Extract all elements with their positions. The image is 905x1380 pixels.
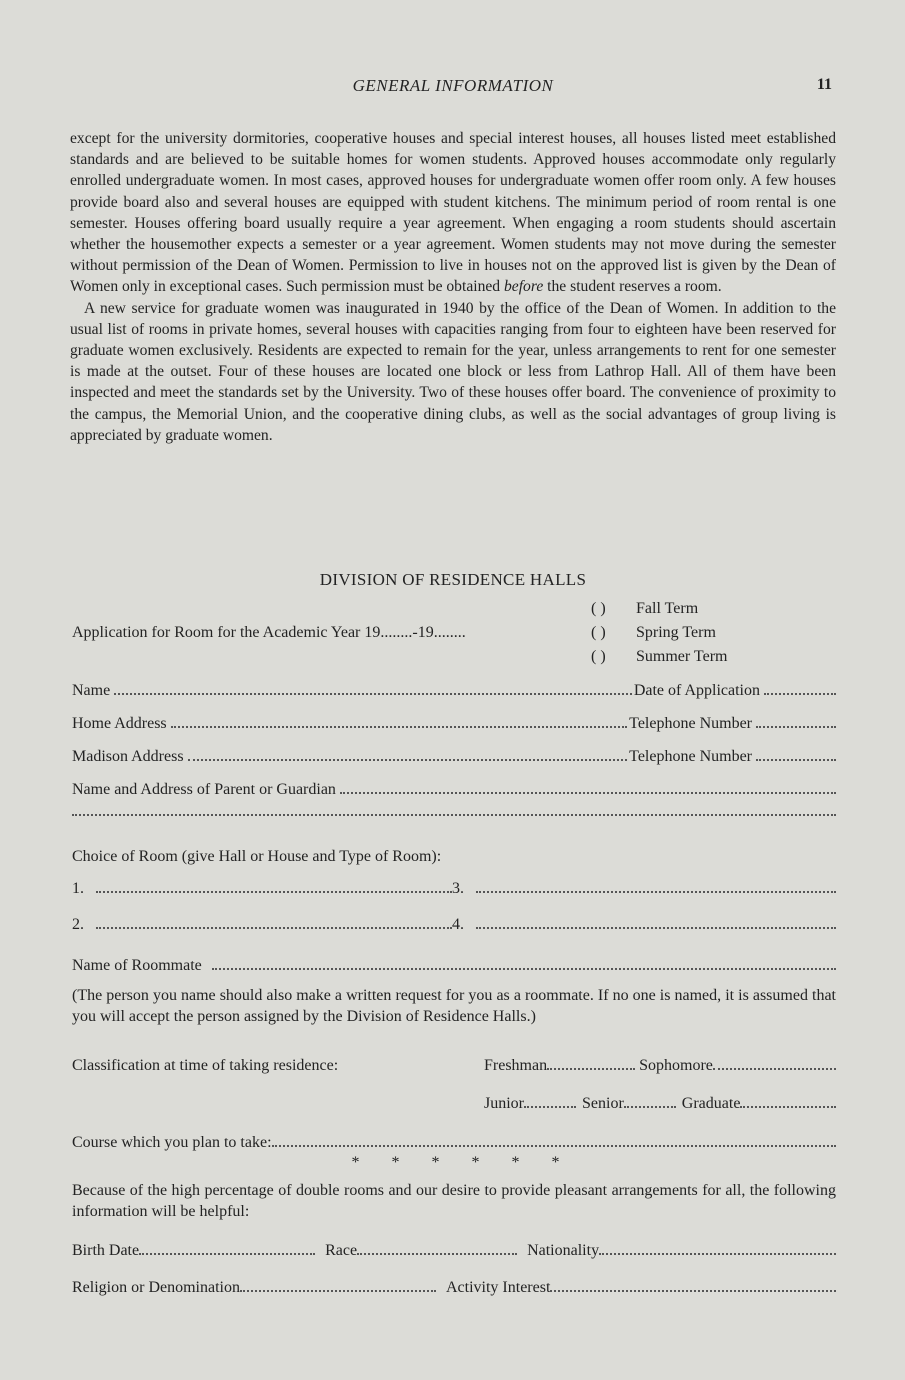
religion-label: Religion or Denomination [72,1279,240,1296]
race-label: Race [325,1242,358,1259]
roommate-label: Name of Roommate [72,957,202,974]
choice-4-field[interactable] [476,927,836,929]
choice-1-3-row [72,880,836,898]
birth-race-nationality-row [72,1242,836,1260]
religion-activity-row [72,1279,836,1297]
religion-field[interactable] [240,1290,436,1292]
race-field[interactable] [357,1253,517,1255]
term-spring[interactable]: ( ) Spring Term [591,624,716,641]
class-graduate: Graduate [681,1095,741,1112]
application-year-line: Application for Room for the Academic Year 19........-19........ [72,624,466,641]
date-field[interactable] [764,693,836,695]
choice-number-1: 1. [72,880,84,897]
roommate-field[interactable] [212,968,836,970]
senior-field[interactable] [624,1106,676,1108]
date-label: Date of Application [633,682,760,699]
section-divider-stars: * * * * * * [351,1154,574,1171]
madison-address-label: Madison Address [72,748,184,765]
choice-row [72,848,836,866]
choice-1-field[interactable] [96,891,452,893]
running-title: GENERAL INFORMATION [352,76,554,95]
class-sophomore: Sophomore [639,1057,713,1074]
page-header [70,76,836,98]
term-summer[interactable]: ( ) Summer Term [591,648,728,665]
choice-2-4-row [72,916,836,934]
home-address-label: Home Address [72,715,167,732]
name-row [72,682,836,700]
birth-date-field[interactable] [139,1253,315,1255]
nationality-label: Nationality [527,1242,600,1259]
roommate-note: (The person you name should also make a written request for you as a roommate. If no one is named, it is assumed that you will accept the person assigned by the Division of Residence Halls.) [72,987,836,1025]
telephone-label-1: Telephone Number [629,715,752,732]
choice-3-field[interactable] [476,891,836,893]
activity-field[interactable] [550,1290,836,1292]
class-junior: Junior [484,1095,524,1112]
paragraph-2: A new service for graduate women was inaugurated in 1940 by the office of the Dean of Women. In addition to the usual list of rooms in private homes, several houses with capacities ranging from four to eighteen have been reserved for graduate women exclusively. Residents are expected to remain for the year, unless arrangements to rent for one semester is made at the outset. Four of these houses are located one block or less from Lathrop Hall. All of them have been inspected and meet the standards set by the University. Two of these houses offer board. The convenience of proximity to the campus, the Memorial Union, and the cooperative dining clubs, as well as the social advantages of group living is appreciated by graduate women. [70,299,836,444]
parent-label: Name and Address of Parent or Guardian [72,781,336,798]
parent-continuation-row [72,814,836,820]
emphasis-before: before [504,278,544,296]
course-label: Course which you plan to take: [72,1134,272,1151]
parent-field[interactable] [340,792,836,794]
form-heading: DIVISION OF RESIDENCE HALLS [319,570,587,589]
name-label: Name [72,682,111,699]
activity-label: Activity Interest [445,1279,551,1296]
choice-number-2: 2. [72,916,84,933]
classification-row-2 [484,1095,836,1113]
madison-address-row [72,748,836,766]
term-fall[interactable]: ( ) Fall Term [591,600,699,617]
choice-number-4: 4. [452,916,464,933]
freshman-field[interactable] [547,1068,635,1070]
roommate-row [72,957,836,975]
home-address-row [72,715,836,733]
course-field[interactable] [272,1145,836,1147]
course-row [72,1134,836,1152]
telephone-field-1[interactable] [756,726,836,728]
choice-label: Choice of Room (give Hall or House and Type of Room): [72,848,442,865]
choice-number-3: 3. [452,880,464,897]
nationality-field[interactable] [599,1253,836,1255]
madison-address-field[interactable] [188,759,628,761]
sophomore-field[interactable] [713,1068,836,1070]
telephone-label-2: Telephone Number [629,748,752,765]
junior-field[interactable] [524,1106,576,1108]
classification-label: Classification at time of taking residence: [72,1057,339,1074]
term-options [591,597,727,669]
helpful-note: Because of the high percentage of double rooms and our desire to provide pleasant arrangements for all, the following information will be helpful: [72,1182,836,1220]
paragraph-1: except for the university dormitories, cooperative houses and special interest houses, all houses listed meet established standards and are believed to be suitable homes for women students. Approved houses accommodate only regularly enrolled undergraduate women. In most cases, approved houses for undergraduate women offer room only. A few houses provide board also and several houses are equipped with student kitchens. The minimum period of room rental is one semester. Houses offering board usually require a year agreement. When engaging a room students should ascertain whether the housemother expects a semester or a year agreement. Women students may not move during the semester without permission of the Dean of Women. Permission to live in houses not on the approved list is given by the Dean of Women only in exceptional cases. Such permission must be obtained before the student reserves a room. [70,130,836,296]
class-freshman: Freshman [484,1057,548,1074]
home-address-field[interactable] [171,726,628,728]
body-text [70,128,836,446]
page-number: 11 [816,76,832,93]
parent-field-line-2[interactable] [72,814,836,816]
graduate-field[interactable] [740,1106,836,1108]
class-senior: Senior [582,1095,624,1112]
name-field[interactable] [114,693,632,695]
telephone-field-2[interactable] [756,759,836,761]
choice-2-field[interactable] [96,927,452,929]
parent-row [72,781,836,799]
birth-date-label: Birth Date [72,1242,140,1259]
classification-row [72,1057,836,1075]
